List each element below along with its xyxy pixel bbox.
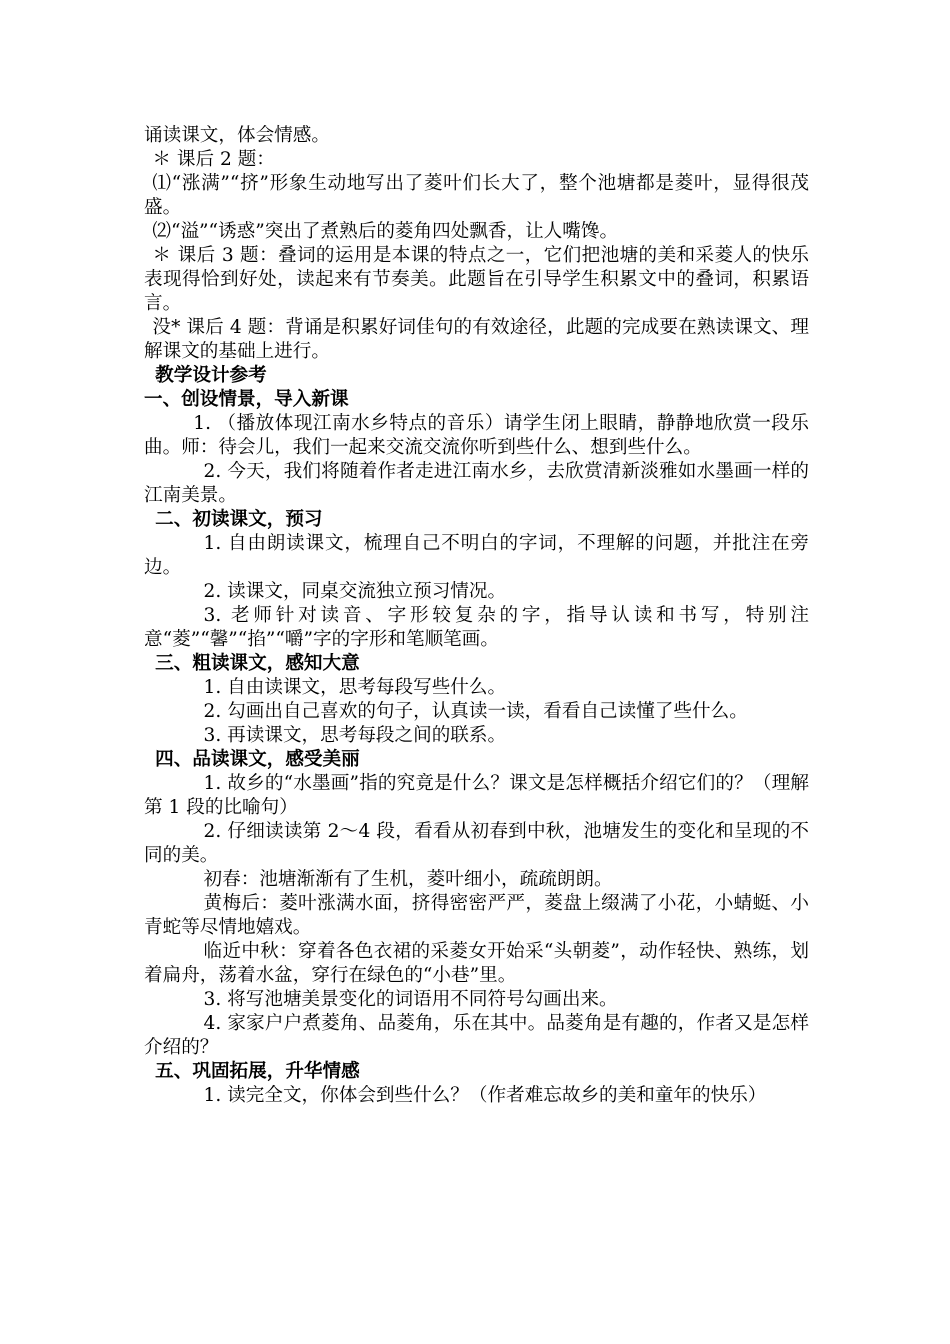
- section-heading: 教学设计参考: [155, 365, 267, 386]
- section-heading: 四、品读课文，感受美丽: [155, 749, 360, 770]
- paragraph: ＊ 课后 2 题：: [152, 149, 275, 170]
- section-heading: 五、巩固拓展，升华情感: [155, 1061, 360, 1082]
- paragraph: 4. 家家户户煮菱角、品菱角，乐在其中。品菱角是有趣的，作者又是怎样介绍的？: [144, 1013, 809, 1058]
- paragraph: 3. 老师针对读音、字形较复杂的字，指导认读和书写，特别注意“菱”“馨”“掐”“嚼”字的字形和笔顺笔画。: [144, 605, 809, 650]
- paragraph: 1. （播放体现江南水乡特点的音乐）请学生闭上眼睛，静静地欣赏一段乐曲。师：待会儿，我们一起来交流交流你听到些什么、想到些什么。: [144, 413, 809, 458]
- paragraph: 临近中秋：穿着各色衣裙的采菱女开始采“头朝菱”，动作轻快、熟练，划着扁舟，荡着水盆，穿行在绿色的“小巷”里。: [144, 941, 809, 986]
- paragraph: 2. 读课文，同桌交流独立预习情况。: [203, 581, 507, 602]
- paragraph: 3. 将写池塘美景变化的词语用不同符号勾画出来。: [203, 989, 618, 1010]
- paragraph: 没* 课后 4 题：背诵是积累好词佳句的有效途径，此题的完成要在熟读课文、理解课文的基础上进行。: [144, 317, 809, 362]
- paragraph: ⑵“溢”“诱惑”突出了煮熟后的菱角四处飘香，让人嘴馋。: [152, 221, 619, 242]
- paragraph: 诵读课文，体会情感。: [144, 125, 330, 146]
- paragraph: 2. 今天，我们将随着作者走进江南水乡，去欣赏清新淡雅如水墨画一样的江南美景。: [144, 461, 809, 506]
- section-heading: 三、粗读课文，感知大意: [155, 653, 360, 674]
- paragraph: 2. 勾画出自己喜欢的句子，认真读一读，看看自己读懂了些什么。: [203, 701, 748, 722]
- paragraph: 1. 自由读课文，思考每段写些什么。: [203, 677, 507, 698]
- paragraph: 2. 仔细读读第 2～4 段，看看从初春到中秋，池塘发生的变化和呈现的不同的美。: [144, 821, 809, 866]
- paragraph: 1. 自由朗读课文，梳理自己不明白的字词，不理解的问题，并批注在旁边。: [144, 533, 809, 578]
- paragraph: 3. 再读课文，思考每段之间的联系。: [203, 725, 507, 746]
- paragraph: ⑴“涨满”“挤”形象生动地写出了菱叶们长大了，整个池塘都是菱叶，显得很茂盛。: [144, 173, 809, 218]
- section-heading: 二、初读课文，预习: [155, 509, 323, 530]
- paragraph: 1. 故乡的“水墨画”指的究竟是什么？课文是怎样概括介绍它们的？（理解第 1 段的比喻句）: [144, 773, 809, 818]
- section-heading: 一、创设情景，导入新课: [144, 389, 349, 410]
- paragraph: 黄梅后：菱叶涨满水面，挤得密密严严，菱盘上缀满了小花，小蜻蜓、小青蛇等尽情地嬉戏。: [144, 893, 809, 938]
- paragraph: 1. 读完全文，你体会到些什么？（作者难忘故乡的美和童年的快乐）: [203, 1085, 767, 1106]
- paragraph: ＊ 课后 3 题：叠词的运用是本课的特点之一，它们把池塘的美和采菱人的快乐表现得恰到好处，读起来有节奏美。此题旨在引导学生积累文中的叠词，积累语言。: [144, 245, 809, 314]
- paragraph: 初春：池塘渐渐有了生机，菱叶细小，疏疏朗朗。: [203, 869, 613, 890]
- document-body: [144, 124, 809, 1108]
